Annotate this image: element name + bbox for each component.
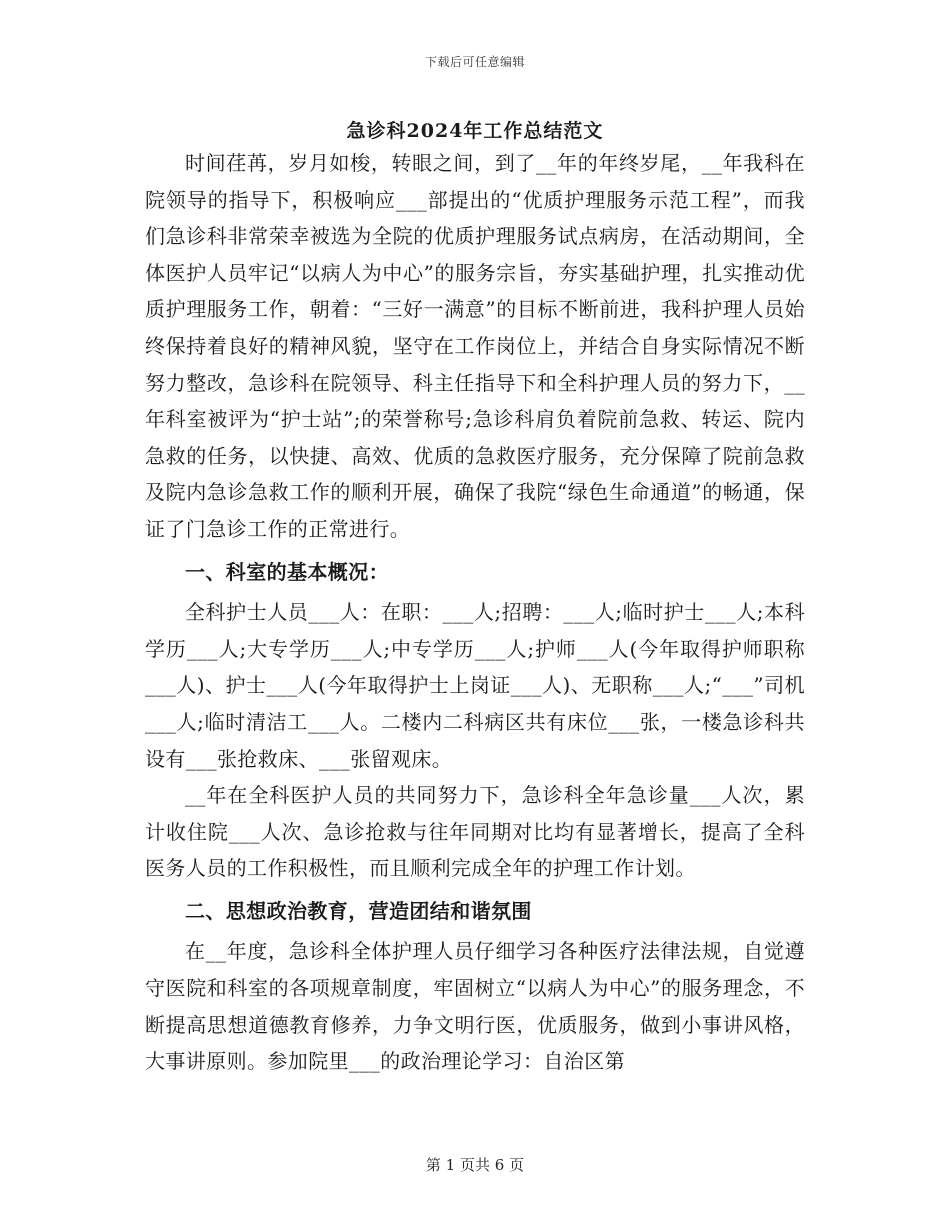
intro-paragraph: 时间荏苒，岁月如梭，转眼之间，到了__年的年终岁尾，__年我科在院领导的指导下，积极响应___部提出的“优质护理服务示范工程”，而我们急诊科非常荣幸被选为全院的优质护理服务试点病房，在活动期间，全体医护人员牢记“以病人为中心”的服务宗旨，夯实基础护理，扎实推动优质护理服务工作，朝着：“三好一满意”的目标不断前进，我科护理人员始终保持着良好的精神风貌，坚守在工作岗位上，并结合自身实际情况不断努力整改，急诊科在院领导、科主任指导下和全科护理人员的努力下，__年科室被评为“护士站”;的荣誉称号;急诊科肩负着院前急救、转运、院内急救的任务，以快捷、高效、优质的急救医疗服务，充分保障了院前急救及院内急诊急救工作的顺利开展，确保了我院“绿色生命通道”的畅通，保证了门急诊工作的正常进行。 <box>145 151 805 541</box>
section-2-heading: 二、思想政治教育，营造团结和谐氛围 <box>185 898 532 923</box>
section-2-paragraph-1: 在__年度，急诊科全体护理人员仔细学习各种医疗法律法规，自觉遵守医院和科室的各项规章制度，牢固树立“以病人为中心”的服务理念，不断提高思想道德教育修养，力争文明行医，优质服务，做到小事讲风格，大事讲原则。参加院里___的政治理论学习：自治区第 <box>145 939 805 1074</box>
section-1-paragraph-1: 全科护士人员___人：在职：___人;招聘：___人;临时护士___人;本科学历___人;大专学历___人;中专学历___人;护师___人(今年取得护师职称___人)、护士___人(今年取得护士上岗证___人)、无职称___人;“___”司机___人;临时清洁工___人。二楼内二科病区共有床位___张，一楼急诊科共设有___张抢救床、___张留观床。 <box>145 600 805 771</box>
document-title: 急诊科2024年工作总结范文 <box>346 120 604 142</box>
document-body <box>145 145 805 1080</box>
section-1-paragraph-2: __年在全科医护人员的共同努力下，急诊科全年急诊量___人次，累计收住院___人次、急诊抢救与往年同期对比均有显著增长，提高了全科医务人员的工作积极性，而且顺利完成全年的护理工作计划。 <box>145 783 805 881</box>
page-number: 第 1 页共 6 页 <box>425 1156 525 1174</box>
header-note: 下载后可任意编辑 <box>424 55 525 69</box>
section-1-heading: 一、科室的基本概况： <box>185 559 389 584</box>
